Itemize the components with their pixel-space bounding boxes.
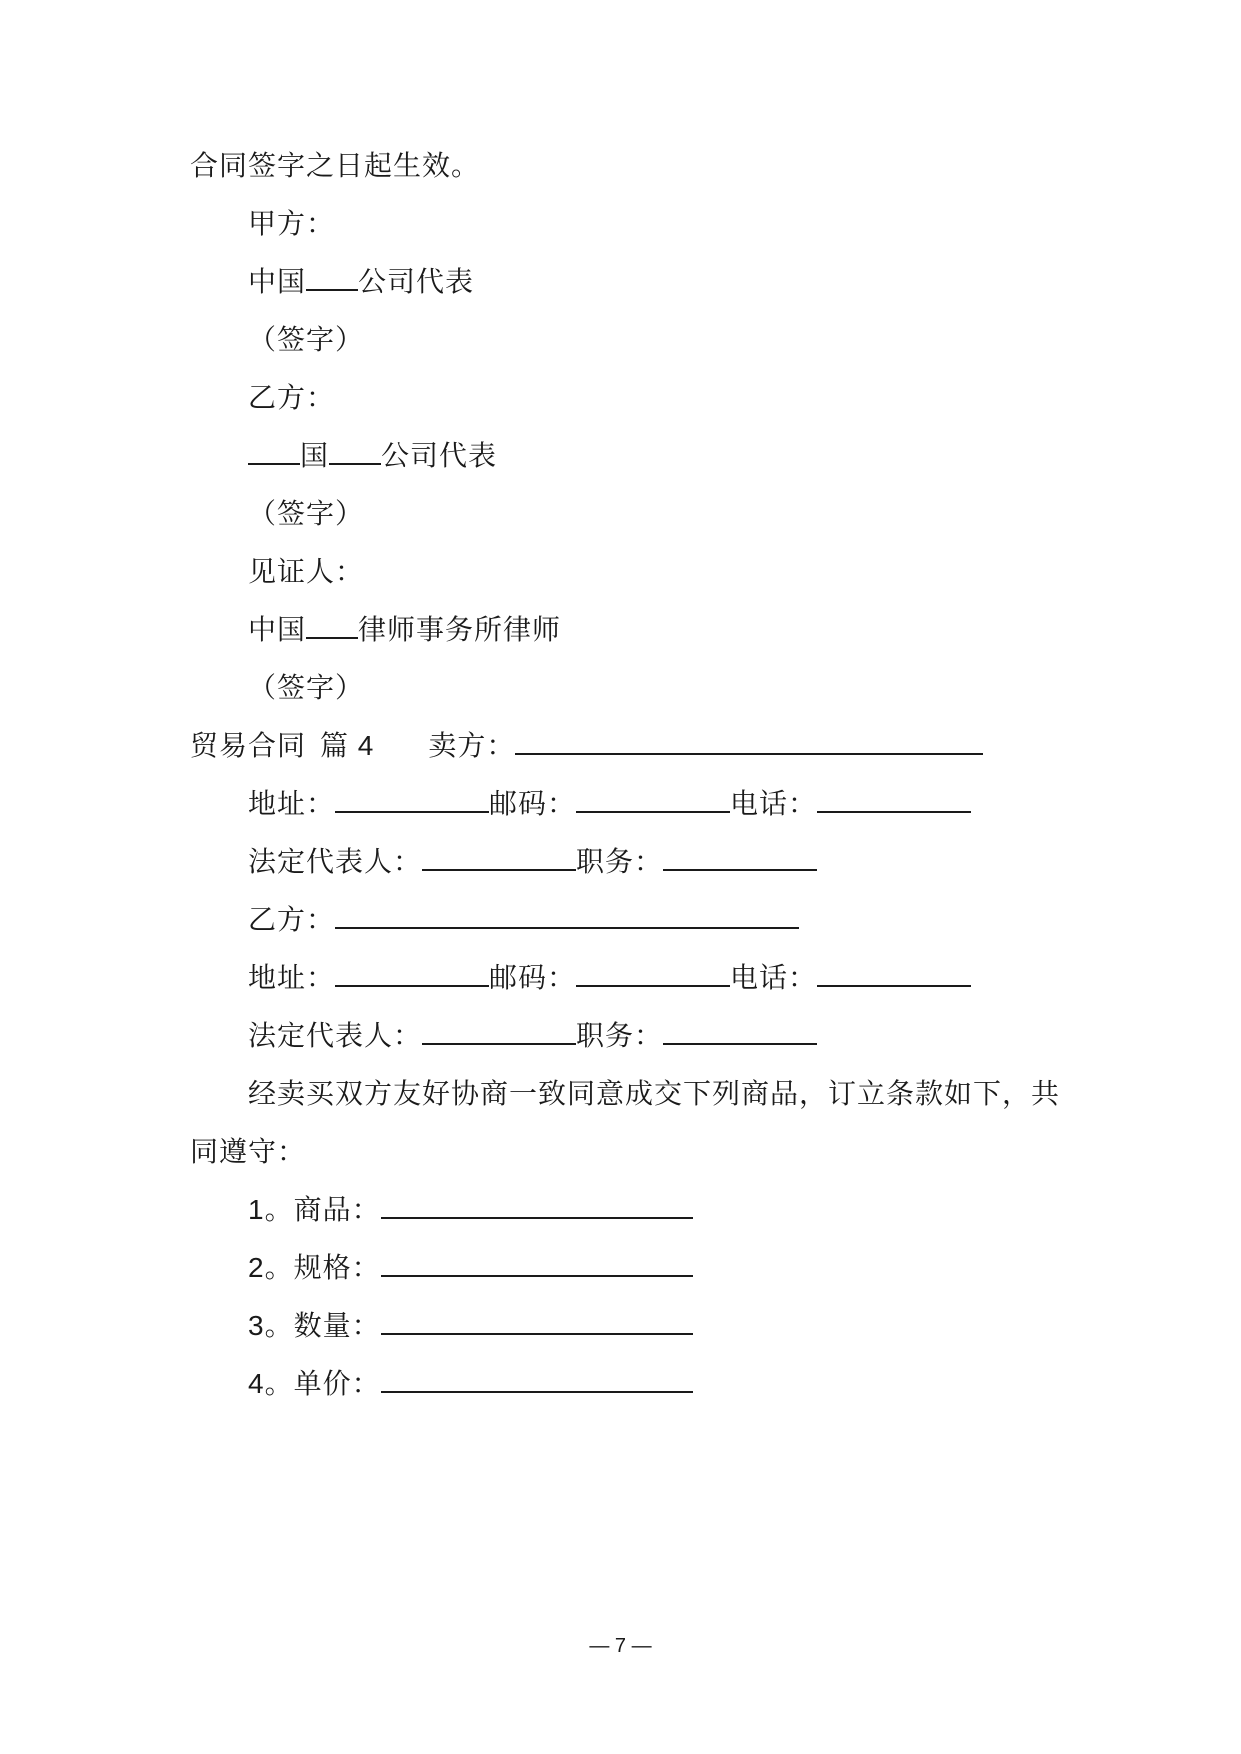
- section-title: 贸易合同: [190, 729, 307, 762]
- phone-label-1: 电话：: [730, 787, 818, 820]
- item-line-goods: [248, 1190, 693, 1230]
- party-a-country: 中国: [248, 265, 307, 298]
- party-b-representative-line: [248, 436, 497, 476]
- phone-label-2: 电话：: [730, 961, 818, 994]
- contract-effective-line: 合同签字之日起生效。: [190, 149, 481, 182]
- phone-blank-2: [817, 961, 971, 987]
- witness-signature: （签字）: [248, 671, 365, 704]
- buyer-label: 乙方：: [248, 903, 336, 936]
- item-number: 2: [248, 1252, 265, 1283]
- address-blank-2: [335, 961, 489, 987]
- position-blank-1: [663, 845, 817, 871]
- party-b-company-blank: [329, 439, 381, 465]
- section-heading-line: [190, 726, 983, 766]
- legal-rep-label-1: 法定代表人：: [248, 845, 423, 878]
- item-line-unit-price: [248, 1364, 693, 1404]
- seller-contact-line: [248, 784, 971, 824]
- seller-label: 卖方：: [428, 729, 516, 762]
- item-label: 。商品：: [264, 1193, 381, 1226]
- party-a-label: 甲方：: [248, 207, 336, 240]
- postcode-label-1: 邮码：: [489, 787, 577, 820]
- item-line-quantity: [248, 1306, 693, 1346]
- item-line-spec: [248, 1248, 693, 1288]
- legal-rep-blank-1: [422, 845, 576, 871]
- buyer-line: [248, 900, 799, 940]
- agreement-line-2: 同遵守：: [190, 1135, 307, 1168]
- party-b-country-suffix: 国: [300, 439, 330, 472]
- item-blank: [381, 1251, 693, 1277]
- position-blank-2: [663, 1019, 817, 1045]
- party-a-representative-line: [248, 262, 474, 302]
- item-number: 4: [248, 1368, 265, 1399]
- party-b-signature: （签字）: [248, 497, 365, 530]
- party-b-label: 乙方：: [248, 381, 336, 414]
- legal-rep-blank-2: [422, 1019, 576, 1045]
- agreement-line-1: 经卖买双方友好协商一致同意成交下列商品，订立条款如下，共: [248, 1077, 1061, 1110]
- postcode-blank-2: [576, 961, 730, 987]
- address-label-2: 地址：: [248, 961, 336, 994]
- witness-country: 中国: [248, 613, 307, 646]
- item-label: 。规格：: [264, 1251, 381, 1284]
- position-label-1: 职务：: [576, 845, 664, 878]
- party-b-country-blank: [248, 439, 300, 465]
- postcode-blank-1: [576, 787, 730, 813]
- address-label-1: 地址：: [248, 787, 336, 820]
- witness-firm-blank: [306, 613, 358, 639]
- item-number: 3: [248, 1310, 265, 1341]
- phone-blank-1: [817, 787, 971, 813]
- party-a-signature: （签字）: [248, 323, 365, 356]
- witness-line: [248, 610, 561, 650]
- item-blank: [381, 1193, 693, 1219]
- witness-label: 见证人：: [248, 555, 365, 588]
- legal-rep-label-2: 法定代表人：: [248, 1019, 423, 1052]
- party-a-company-blank: [306, 265, 358, 291]
- seller-legal-rep-line: [248, 842, 817, 882]
- position-label-2: 职务：: [576, 1019, 664, 1052]
- item-label: 。单价：: [264, 1367, 381, 1400]
- party-a-company-suffix: 公司代表: [358, 265, 475, 298]
- page-number: — 7 —: [589, 1635, 652, 1657]
- item-number: 1: [248, 1194, 265, 1225]
- postcode-label-2: 邮码：: [489, 961, 577, 994]
- buyer-contact-line: [248, 958, 971, 998]
- section-number: 篇 4: [320, 730, 375, 761]
- item-blank: [381, 1309, 693, 1335]
- address-blank-1: [335, 787, 489, 813]
- seller-blank: [515, 729, 983, 755]
- buyer-blank: [335, 903, 799, 929]
- party-b-company-suffix: 公司代表: [381, 439, 498, 472]
- item-blank: [381, 1367, 693, 1393]
- item-label: 。数量：: [264, 1309, 381, 1342]
- buyer-legal-rep-line: [248, 1016, 817, 1056]
- witness-firm-suffix: 律师事务所律师: [358, 613, 562, 646]
